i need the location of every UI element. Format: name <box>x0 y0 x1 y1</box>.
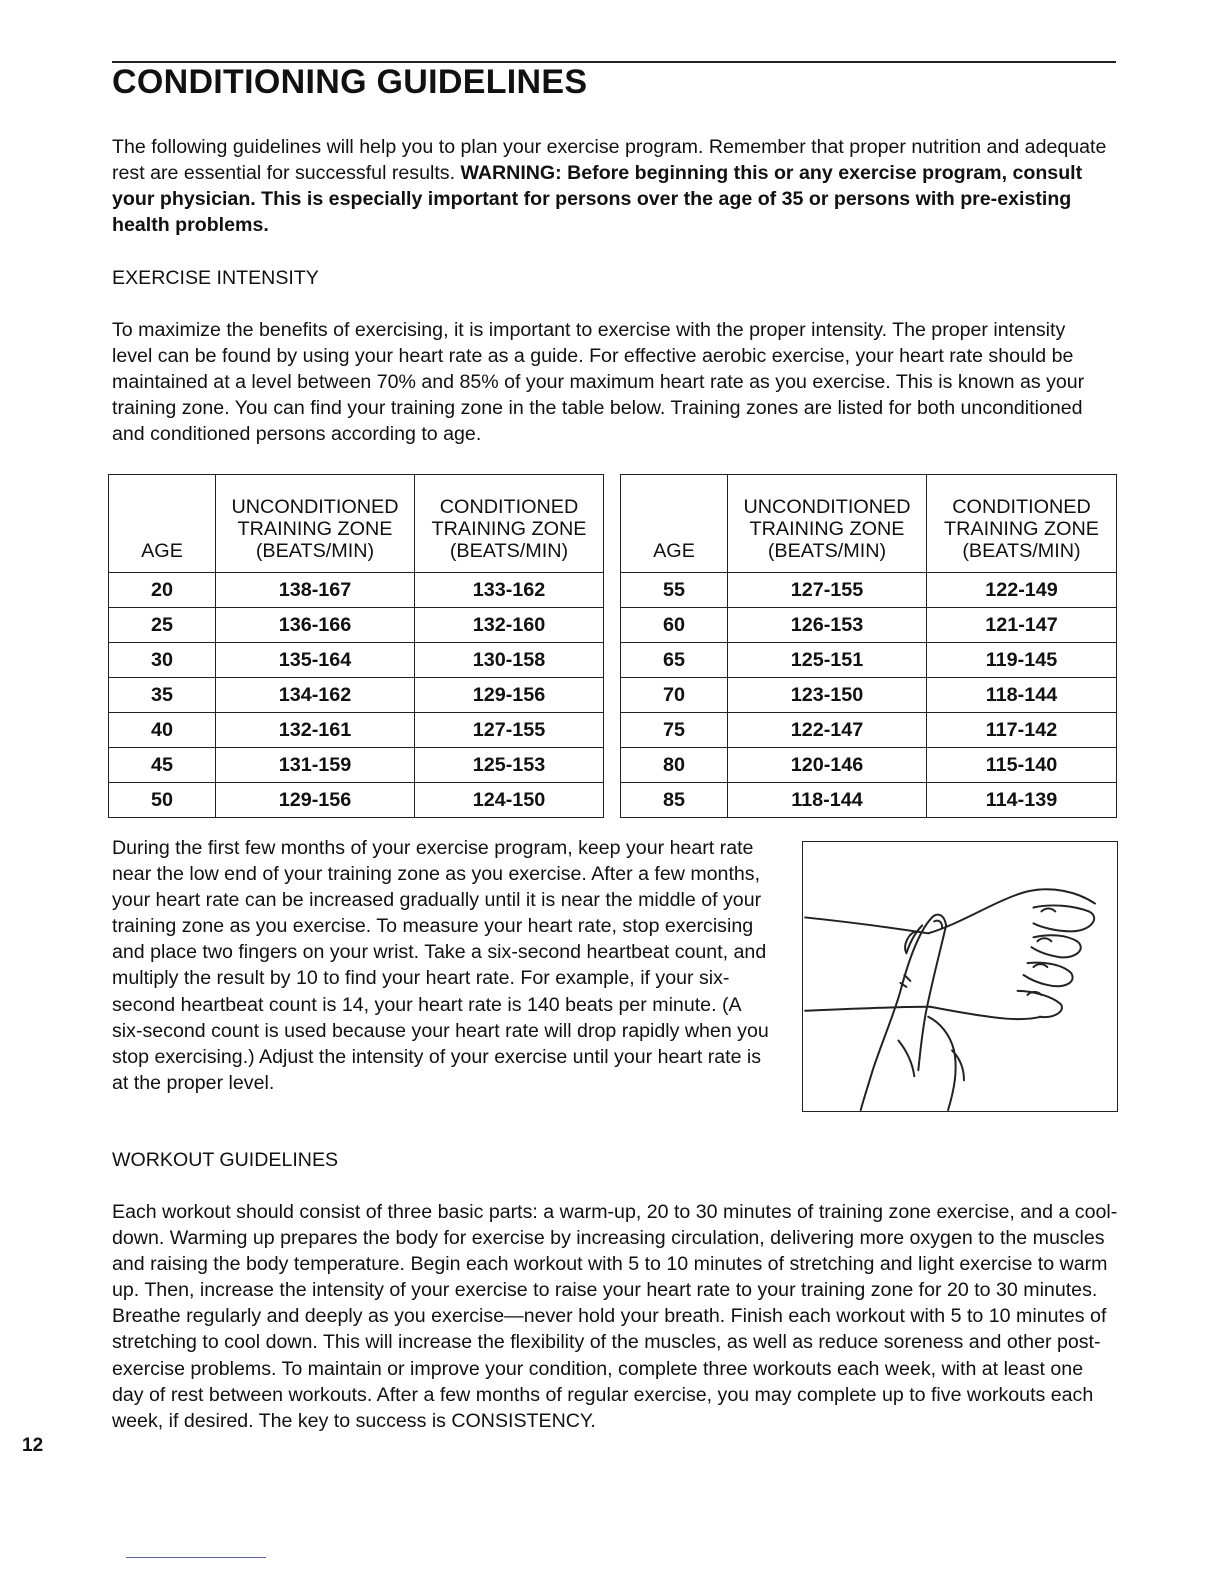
intro-paragraph <box>112 134 1116 238</box>
age-header <box>109 475 216 573</box>
unconditioned-cell: 126-153 <box>728 608 927 643</box>
age-cell: 55 <box>621 573 728 608</box>
unconditioned-header <box>216 475 415 573</box>
header-line: TRAINING ZONE <box>237 518 393 540</box>
unconditioned-cell: 123-150 <box>728 678 927 713</box>
table-row <box>109 748 604 783</box>
unconditioned-cell: 135-164 <box>216 643 415 678</box>
unconditioned-cell: 127-155 <box>728 573 927 608</box>
unconditioned-cell: 134-162 <box>216 678 415 713</box>
workout-guidelines-paragraph: Each workout should consist of three basic parts: a warm-up, 20 to 30 minutes of training zone exercise, and a cool-down. Warming up prepares the body for exercise by increasing circulation, delivering more oxygen to the muscles and raising the body temperature. Begin each workout with 5 to 10 minutes of stretching and light exercise to warm up. Then, increase the intensity of your exercise to raise your heart rate to your training zone for 20 to 30 minutes. Breathe regularly and deeply as you exercise—never hold your breath. Finish each workout with 5 to 10 minutes of stretching to cool down. This will increase the flexibility of the muscles, as well as reduce soreness and other post-exercise problems. To maintain or improve your condition, complete three workouts each week, with at least one day of rest between workouts. After a few months of regular exercise, you may complete up to five workouts each week, if desired. The key to success is CONSISTENCY. <box>112 1201 1118 1432</box>
wrist-pulse-check-icon <box>803 842 1117 1111</box>
conditioned-cell: 125-153 <box>415 748 604 783</box>
conditioned-cell: 115-140 <box>927 748 1117 783</box>
table-row <box>621 573 1117 608</box>
conditioned-header <box>415 475 604 573</box>
conditioned-cell: 122-149 <box>927 573 1117 608</box>
table-row <box>109 573 604 608</box>
conditioned-cell: 132-160 <box>415 608 604 643</box>
age-cell: 50 <box>109 783 216 818</box>
header-line: UNCONDITIONED <box>743 496 911 518</box>
age-cell: 60 <box>621 608 728 643</box>
table-row <box>621 783 1117 818</box>
unconditioned-cell: 122-147 <box>728 713 927 748</box>
page-title: CONDITIONING GUIDELINES <box>112 63 588 101</box>
header-line: (BEATS/MIN) <box>449 540 569 562</box>
conditioned-cell: 119-145 <box>927 643 1117 678</box>
table-row <box>621 643 1117 678</box>
header-line: TRAINING ZONE <box>431 518 587 540</box>
wrist-pulse-illustration <box>802 841 1118 1112</box>
training-zone-table-left <box>108 474 604 818</box>
age-header-text: AGE <box>653 540 695 562</box>
header-line: UNCONDITIONED <box>231 496 399 518</box>
conditioned-cell: 127-155 <box>415 713 604 748</box>
age-cell: 30 <box>109 643 216 678</box>
unconditioned-cell: 138-167 <box>216 573 415 608</box>
header-line: CONDITIONED <box>439 496 579 518</box>
age-cell: 20 <box>109 573 216 608</box>
age-cell: 45 <box>109 748 216 783</box>
age-cell: 40 <box>109 713 216 748</box>
unconditioned-cell: 118-144 <box>728 783 927 818</box>
conditioned-cell: 118-144 <box>927 678 1117 713</box>
table-row <box>621 608 1117 643</box>
table-row <box>109 678 604 713</box>
table-row <box>109 608 604 643</box>
conditioned-cell: 117-142 <box>927 713 1117 748</box>
table-row <box>621 713 1117 748</box>
conditioned-cell: 114-139 <box>927 783 1117 818</box>
conditioned-cell: 133-162 <box>415 573 604 608</box>
header-line: CONDITIONED <box>952 496 1091 518</box>
age-cell: 80 <box>621 748 728 783</box>
table-row <box>621 748 1117 783</box>
unconditioned-cell: 129-156 <box>216 783 415 818</box>
unconditioned-header <box>728 475 927 573</box>
conditioned-header <box>927 475 1117 573</box>
age-cell: 70 <box>621 678 728 713</box>
age-header <box>621 475 728 573</box>
table-row <box>109 643 604 678</box>
unconditioned-cell: 131-159 <box>216 748 415 783</box>
header-line: TRAINING ZONE <box>944 518 1099 540</box>
header-line: (BEATS/MIN) <box>962 540 1081 562</box>
age-cell: 25 <box>109 608 216 643</box>
table-header-row <box>621 475 1117 573</box>
intro-text: The following guidelines will help you to plan your exercise program. Remember that proper nutrition and adequate rest are essential for successful results. <box>112 136 1107 185</box>
age-header-text: AGE <box>141 540 183 562</box>
age-cell: 35 <box>109 678 216 713</box>
training-zone-table-right <box>620 474 1117 818</box>
table-header-row <box>109 475 604 573</box>
conditioned-cell: 129-156 <box>415 678 604 713</box>
heart-rate-paragraph: During the first few months of your exercise program, keep your heart rate near the low end of your training zone as you exercise. After a few months, your heart rate can be increased gradually until it is near the middle of your training zone as you exercise. To measure your heart rate, stop exercising and place two fingers on your wrist. Take a six-second heartbeat count, and multiply the result by 10 to find your heart rate. For example, if your six-second heartbeat count is 14, your heart rate is 140 beats per minute. (A six-second count is used because your heart rate will drop rapidly when you stop exercising.) Adjust the intensity of your exercise until your heart rate is at the proper level. <box>112 837 769 1094</box>
exercise-intensity-paragraph: To maximize the benefits of exercising, it is important to exercise with the proper intensity. The proper intensity level can be found by using your heart rate as a guide. For effective aerobic exercise, your heart rate should be maintained at a level between 70% and 85% of your maximum heart rate as you exercise. This is known as your training zone. You can find your training zone in the table below. Training zones are listed for both unconditioned and conditioned persons according to age. <box>112 319 1085 446</box>
age-cell: 75 <box>621 713 728 748</box>
conditioned-cell: 124-150 <box>415 783 604 818</box>
unconditioned-cell: 136-166 <box>216 608 415 643</box>
table-row <box>109 713 604 748</box>
bottom-rule <box>126 1557 266 1558</box>
exercise-intensity-heading: EXERCISE INTENSITY <box>112 267 319 289</box>
conditioned-cell: 130-158 <box>415 643 604 678</box>
header-line: (BEATS/MIN) <box>767 540 887 562</box>
header-line: (BEATS/MIN) <box>255 540 375 562</box>
page-number: 12 <box>22 1435 44 1456</box>
unconditioned-cell: 120-146 <box>728 748 927 783</box>
table-row <box>109 783 604 818</box>
workout-guidelines-heading: WORKOUT GUIDELINES <box>112 1149 339 1171</box>
table-row <box>621 678 1117 713</box>
conditioned-cell: 121-147 <box>927 608 1117 643</box>
warning-text: WARNING: Before beginning this or any exercise program, consult your physician. This is especially important for persons over the age of 35 or persons with pre-existing health problems. <box>112 162 1083 237</box>
unconditioned-cell: 132-161 <box>216 713 415 748</box>
age-cell: 85 <box>621 783 728 818</box>
unconditioned-cell: 125-151 <box>728 643 927 678</box>
age-cell: 65 <box>621 643 728 678</box>
header-line: TRAINING ZONE <box>749 518 905 540</box>
